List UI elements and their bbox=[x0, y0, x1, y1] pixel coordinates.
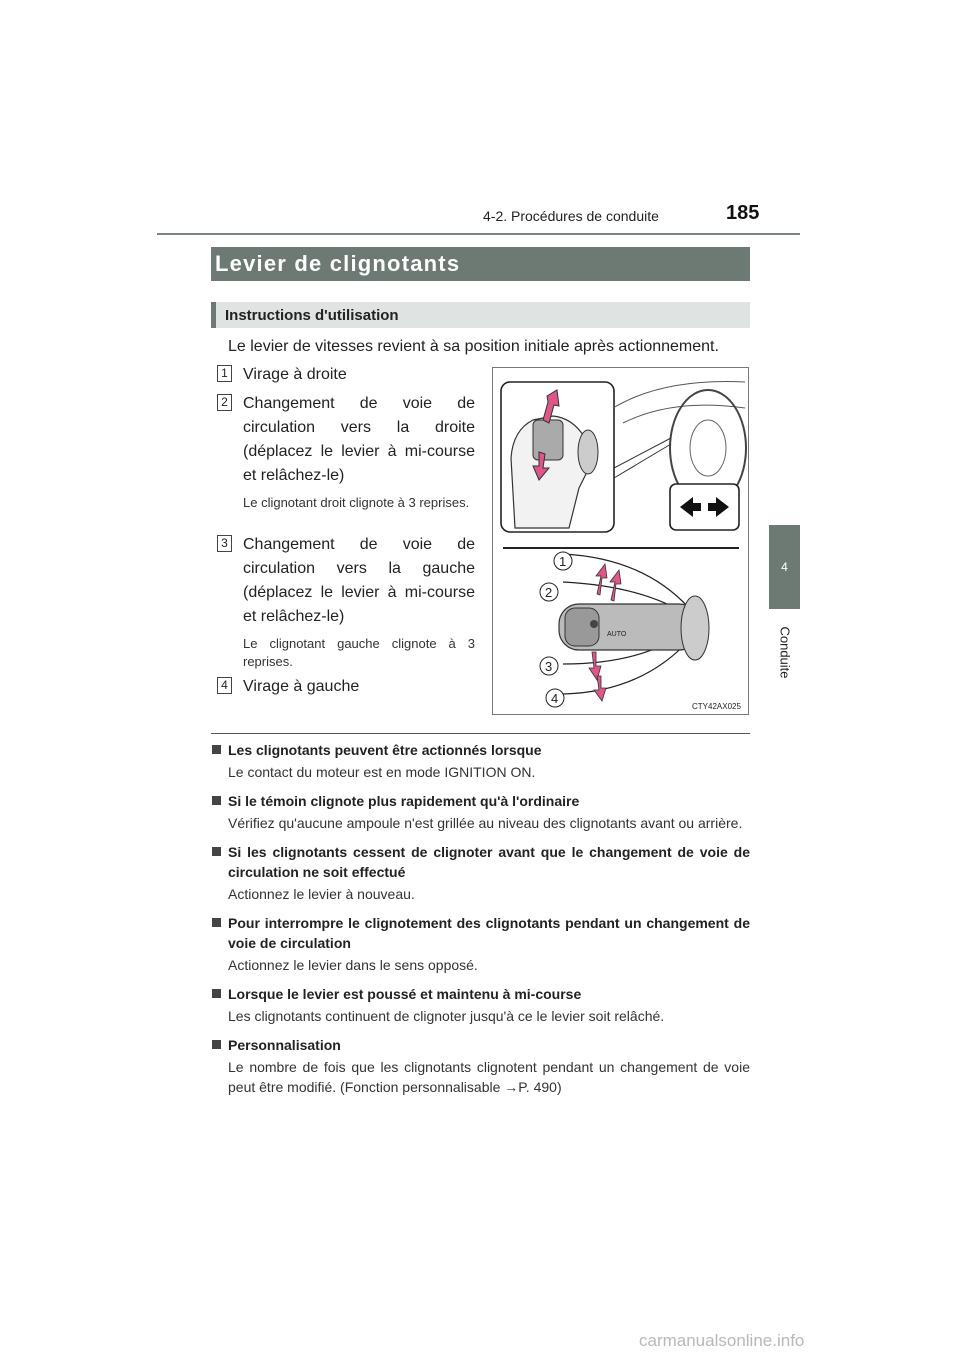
section-title-bar bbox=[211, 247, 750, 281]
square-bullet-icon bbox=[212, 796, 221, 805]
light-icon bbox=[590, 620, 598, 628]
note-body: Le nombre de fois que les clignotants clignotent pendant un changement de voie peut être modifié. (Fonction personnalisable →P. 490) bbox=[228, 1059, 750, 1095]
lever-mount-shape bbox=[681, 596, 709, 660]
note-body: Les clignotants continuent de clignoter jusqu'à ce le levier soit relâché. bbox=[228, 1008, 665, 1024]
note-item bbox=[211, 984, 750, 1026]
note-title: Si les clignotants cessent de clignoter avant que le changement de voie de circulation ne soit effectué bbox=[211, 842, 750, 882]
list-item bbox=[217, 675, 475, 699]
note-item bbox=[211, 842, 750, 904]
list-item bbox=[217, 392, 475, 512]
note-title: Personnalisation bbox=[211, 1035, 750, 1055]
page-number: 185 bbox=[726, 202, 760, 224]
square-bullet-icon bbox=[212, 847, 221, 856]
item-note: Le clignotant droit clignote à 3 reprises. bbox=[243, 495, 470, 510]
leader-line bbox=[614, 444, 671, 478]
position-arc-1 bbox=[563, 554, 689, 608]
item-number: 3 bbox=[217, 535, 232, 552]
callout-3-label: 3 bbox=[545, 659, 553, 674]
square-bullet-icon bbox=[212, 918, 221, 927]
item-number: 2 bbox=[217, 394, 232, 411]
note-item bbox=[211, 791, 750, 833]
square-bullet-icon bbox=[212, 745, 221, 754]
turn-signal-illustration bbox=[493, 368, 748, 714]
intro-text: Le levier de vitesses revient à sa position initiale après actionnement. bbox=[228, 338, 719, 355]
callout-2-label: 2 bbox=[545, 585, 553, 600]
arrow-half-up-icon bbox=[610, 570, 621, 601]
item-note: Le clignotant gauche clignote à 3 reprises. bbox=[243, 636, 475, 669]
section-title: Levier de clignotants bbox=[215, 251, 461, 276]
figure-code: CTY42AX025 bbox=[692, 702, 741, 711]
note-body: Vérifiez qu'aucune ampoule n'est grillée au niveau des clignotants avant ou arrière. bbox=[228, 815, 743, 831]
note-title: Pour interrompre le clignotement des clignotants pendant un changement de voie de circulation bbox=[211, 913, 750, 953]
callout-1-label: 1 bbox=[559, 554, 567, 569]
square-bullet-icon bbox=[212, 1040, 221, 1049]
notes-divider bbox=[211, 733, 750, 734]
note-title: Les clignotants peuvent être actionnés lorsque bbox=[211, 740, 750, 760]
list-item bbox=[217, 363, 475, 387]
note-item bbox=[211, 913, 750, 975]
callout-4-label: 4 bbox=[551, 691, 559, 706]
chapter-label-text: Conduite bbox=[777, 625, 793, 679]
square-bullet-icon bbox=[212, 989, 221, 998]
note-item bbox=[211, 740, 750, 782]
arrow-full-down-icon bbox=[594, 676, 606, 701]
chapter-tab bbox=[769, 525, 800, 609]
header-section-title: 4-2. Procédures de conduite bbox=[483, 208, 659, 224]
auto-label: AUTO bbox=[607, 631, 627, 638]
chapter-label bbox=[767, 620, 803, 684]
subsection-title: Instructions d'utilisation bbox=[225, 306, 399, 324]
item-number: 1 bbox=[217, 365, 232, 382]
steering-hub-shape bbox=[690, 420, 726, 476]
item-text: Virage à droite bbox=[243, 366, 347, 383]
watermark-link[interactable]: carmanualsonline.info bbox=[639, 1331, 805, 1350]
dashboard-line bbox=[613, 382, 745, 408]
subsection-title-bar bbox=[211, 302, 750, 328]
list-item bbox=[217, 533, 475, 671]
turn-signal-figure bbox=[492, 367, 749, 715]
header-divider bbox=[157, 233, 800, 235]
note-body: Actionnez le levier à nouveau. bbox=[228, 886, 415, 902]
chapter-number: 4 bbox=[781, 560, 788, 574]
note-item bbox=[211, 1035, 750, 1097]
notes-section bbox=[211, 740, 750, 1106]
leader-line bbox=[614, 438, 671, 468]
item-text: Changement de voie de circulation vers la droite (déplacez le levier à mi-course et relâchez-le) bbox=[243, 395, 475, 484]
arrow-full-up-icon bbox=[596, 564, 607, 595]
note-title: Lorsque le levier est poussé et maintenu à mi-course bbox=[211, 984, 750, 1004]
item-number: 4 bbox=[217, 677, 232, 694]
lever-base-shape bbox=[578, 430, 598, 474]
note-title: Si le témoin clignote plus rapidement qu'à l'ordinaire bbox=[211, 791, 750, 811]
item-text: Changement de voie de circulation vers la gauche (déplacez le levier à mi-course et relâchez-le) bbox=[243, 536, 475, 625]
item-text: Virage à gauche bbox=[243, 678, 360, 695]
note-body: Actionnez le levier dans le sens opposé. bbox=[228, 957, 478, 973]
note-body: Le contact du moteur est en mode IGNITION ON. bbox=[228, 764, 536, 780]
lever-stalk-shape bbox=[533, 420, 563, 460]
dashboard-line bbox=[623, 405, 745, 423]
